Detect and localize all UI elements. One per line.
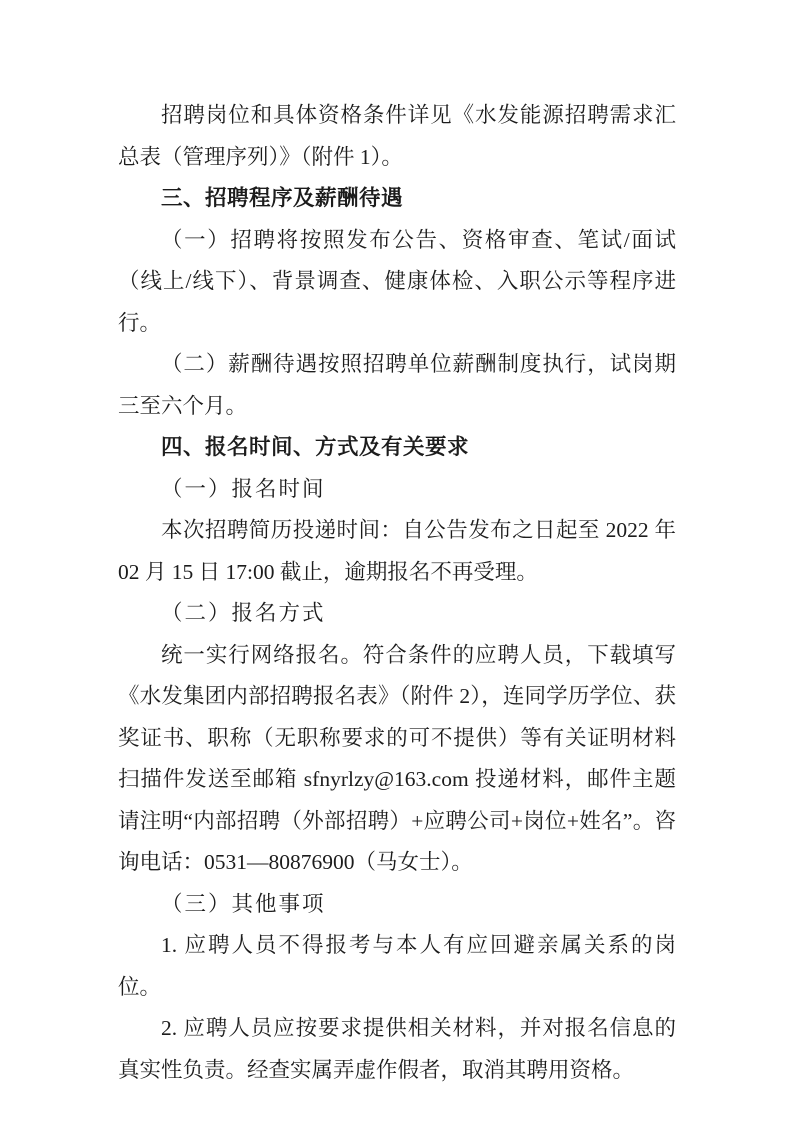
subheading-application-time: （一）报名时间 — [161, 476, 326, 501]
heading-section-4-application: 四、报名时间、方式及有关要求 — [161, 435, 470, 459]
paragraph-other-item-1: 1. 应聘人员不得报考与本人有应回避亲属关系的岗位。 — [118, 933, 676, 999]
document-body — [118, 95, 676, 1091]
paragraph-application-deadline: 本次招聘简历投递时间：自公告发布之日起至 2022 年 02 月 15 日 17:00 截止，逾期报名不再受理。 — [118, 518, 676, 584]
subheading-application-method: （二）报名方式 — [161, 601, 326, 625]
paragraph-recruitment-procedure: （一）招聘将按照发布公告、资格审查、笔试/面试（线上/线下）、背景调查、健康体检、入职公示等程序进行。 — [118, 227, 676, 335]
paragraph-attachment-reference: 招聘岗位和具体资格条件详见《水发能源招聘需求汇总表（管理序列）》（附件 1）。 — [118, 103, 676, 169]
heading-section-3-procedure-salary: 三、招聘程序及薪酬待遇 — [161, 186, 404, 210]
subheading-other-matters: （三）其他事项 — [161, 891, 326, 916]
paragraph-application-method-details: 统一实行网络报名。符合条件的应聘人员，下载填写《水发集团内部招聘报名表》（附件 2），连同学历学位、获奖证书、职称（无职称要求的可不提供）等有关证明材料扫描件发送至邮箱 sfnyrlzy@163.com 投递材料，邮件主题请注明“内部招聘（外部招聘）+应聘公司+岗位+姓名”。咨询电话：0531—80876900（马女士）。 — [118, 642, 676, 874]
paragraph-salary-policy: （二）薪酬待遇按照招聘单位薪酬制度执行，试岗期三至六个月。 — [118, 352, 676, 418]
paragraph-other-item-2: 2. 应聘人员应按要求提供相关材料，并对报名信息的真实性负责。经查实属弄虚作假者，取消其聘用资格。 — [118, 1016, 676, 1082]
